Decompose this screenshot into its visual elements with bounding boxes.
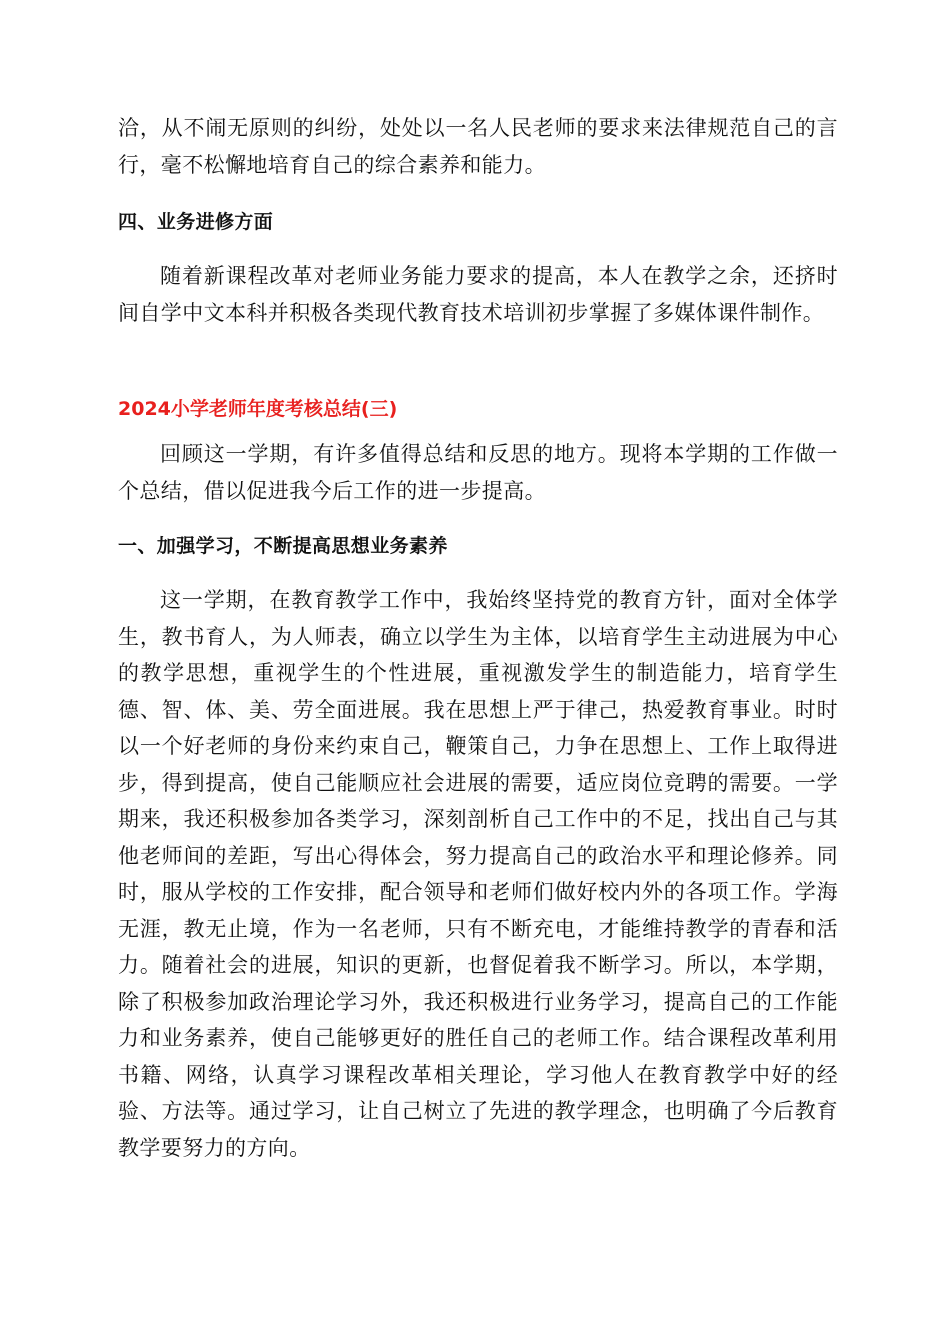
strengthen-learning-paragraph: 这一学期，在教育教学工作中，我始终坚持党的教育方针，面对全体学生，教书育人，为人师表，确立以学生为主体，以培育学生主动进展为中心的教学思想，重视学生的个性进展，重视激发学生的制造能力，培育学生德、智、体、美、劳全面进展。我在思想上严于律己，热爱教育事业。时时以一个好老师的身份来约束自己，鞭策自己，力争在思想上、工作上取得进步，得到提高，使自己能顺应社会进展的需要，适应岗位竞聘的需要。一学期来，我还积极参加各类学习，深刻剖析自己工作中的不足，找出自己与其他老师间的差距，写出心得体会，努力提高自己的政治水平和理论修养。同时，服从学校的工作安排，配合领导和老师们做好校内外的各项工作。学海无涯，教无止境，作为一名老师，只有不断充电，才能维持教学的青春和活力。随着社会的进展，知识的更新，也督促着我不断学习。所以，本学期，除了积极参加政治理论学习外，我还积极进行业务学习，提高自己的工作能力和业务素养，使自己能够更好的胜任自己的老师工作。结合课程改革利用书籍、网络，认真学习课程改革相关理论，学习他人在教育教学中好的经验、方法等。通过学习，让自己树立了先进的教学理念，也明确了今后教育教学要努力的方向。 xyxy=(118,588,838,1160)
continuation-paragraph: 洽，从不闹无原则的纠纷，处处以一名人民老师的要求来法律规范自己的言行，毫不松懈地培育自己的综合素养和能力。 xyxy=(118,116,838,177)
intro-paragraph: 回顾这一学期，有许多值得总结和反思的地方。现将本学期的工作做一个总结，借以促进我今后工作的进一步提高。 xyxy=(118,442,838,503)
professional-study-paragraph: 随着新课程改革对老师业务能力要求的提高，本人在教学之余，还挤时间自学中文本科并积极各类现代教育技术培训初步掌握了多媒体课件制作。 xyxy=(118,264,838,325)
article-title: 2024小学老师年度考核总结(三) xyxy=(118,398,398,420)
section-heading-professional-study: 四、业务进修方面 xyxy=(118,211,274,233)
section-heading-strengthen-learning: 一、加强学习，不断提高思想业务素养 xyxy=(118,535,448,557)
